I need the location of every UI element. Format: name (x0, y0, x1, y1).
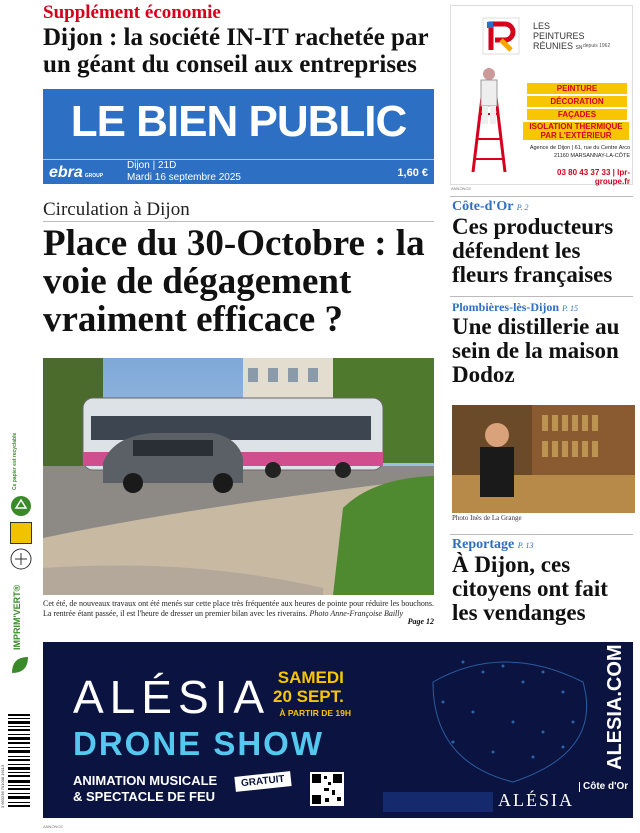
caption-text: Cet été, de nouveaux travaux ont été menés sur cette place très fréquentée aux heures de pointe pour réduire les bouchons. La rentrée étant passée, il est l'heure de dresser un premier bilan avec les riverains. (43, 599, 434, 618)
supplement-kicker[interactable]: Supplément économie (43, 2, 221, 23)
paper-label-icon (10, 522, 32, 544)
lpr-logo-icon (481, 16, 521, 56)
right-story-2[interactable] (452, 300, 635, 387)
right-story-3[interactable] (452, 537, 635, 625)
right-story-1-kicker (452, 199, 635, 215)
ad2-drone-show: DRONE SHOW (73, 725, 324, 762)
service-tag-peinture: PEINTURE (527, 83, 627, 94)
ad1-address-line1: Agence de Dijon | 61, rue du Centre Arco (529, 145, 630, 151)
main-divider (43, 221, 434, 222)
right-story-1[interactable] (452, 199, 635, 287)
ad2-url[interactable]: ALESIA.COM (604, 644, 626, 770)
ad1-address-line2: 21160 MARSANNAY-LA-CÔTE (553, 153, 630, 159)
ad-peintures-reunies[interactable] (450, 5, 633, 185)
ad2-alesia-title: ALÉSIA (73, 671, 271, 723)
right-story-3-kicker-text: Reportage (452, 537, 515, 552)
ad1-brand-sn: SN (575, 45, 583, 51)
ad2-free-badge: GRATUIT (234, 771, 291, 792)
masthead (43, 89, 434, 184)
ad1-address (525, 144, 630, 160)
ad2-label: ANNONCE (43, 824, 64, 829)
ad1-brand-line3 (533, 41, 585, 53)
right-story-3-page: P. 13 (517, 541, 534, 550)
main-photo[interactable] (43, 358, 434, 595)
service-tag-isolation (523, 122, 629, 140)
ad2-program-line1: ANIMATION MUSICALE (73, 773, 218, 788)
photo-credit: Photo Anne-Françoise Bailly (309, 609, 404, 618)
ad1-phone[interactable]: 03 80 43 37 33 | lpr-groupe.fr (557, 168, 630, 186)
ad1-brand-name: RÉUNIES (533, 41, 574, 51)
ebra-logo-text: ebra (49, 164, 83, 181)
right-story-1-kicker-text: Côte-d'Or (452, 199, 514, 214)
ebra-logo (49, 164, 103, 182)
imprim-vert-label: IMPRIM'VERT® (12, 584, 22, 650)
masthead-title[interactable]: LE BIEN PUBLIC (70, 97, 407, 146)
right-story-2-kicker (452, 300, 635, 315)
barcode-icon (6, 712, 32, 812)
service-tag-decoration: DÉCORATION (527, 96, 627, 107)
recycle-icon (10, 495, 32, 517)
right-story-1-page: P. 2 (516, 203, 529, 212)
barcode-number: 3 663236 701008 19113 (0, 764, 5, 808)
right-story-3-kicker (452, 537, 635, 553)
main-headline[interactable]: Place du 30-Octobre : la voie de dégagement vraiment efficace ? (43, 223, 425, 340)
right-divider-1 (450, 196, 633, 197)
price: 1,60 € (397, 167, 428, 179)
right-divider-2 (450, 296, 633, 297)
right-story-2-page: P. 15 (562, 304, 578, 313)
ad-alesia-drone-show[interactable] (43, 642, 633, 818)
distillery-image (452, 405, 635, 513)
main-page-ref[interactable]: Page 12 (407, 617, 434, 626)
qr-code-icon[interactable] (310, 772, 344, 806)
right-story-2-kicker-text: Plombières-lès-Dijon (452, 300, 560, 314)
ad2-alesia-logo: ALÉSIA (498, 790, 574, 810)
service-tag-isolation-line1: ISOLATION THERMIQUE (529, 122, 623, 131)
bus-roundabout-image (43, 358, 434, 595)
ad1-since: depuis 1962 (583, 43, 611, 49)
ad1-brand-line2: PEINTURES (533, 31, 585, 41)
ad2-program-line2: & SPECTACLE DE FEU (73, 789, 216, 804)
triman-icon (10, 548, 32, 570)
ad2-time: À PARTIR DE 19H (279, 708, 351, 718)
service-tag-isolation-line2: PAR L'EXTÉRIEUR (540, 131, 612, 140)
right-story-2-headline: Une distillerie au sein de la maison Dodoz (452, 314, 620, 387)
main-photo-caption (43, 599, 434, 619)
distillery-photo-credit: Photo Inès de La Grange (452, 514, 522, 522)
imprim-vert-leaf-icon (8, 653, 32, 677)
right-divider-3 (450, 534, 633, 535)
recycle-notice: Ce papier est recyclable (12, 432, 18, 490)
ad1-brand-line1: LES (533, 21, 551, 31)
edition-label: Dijon | 21D (127, 160, 177, 171)
right-story-3-headline: À Dijon, ces citoyens ont fait les vendanges (452, 552, 608, 625)
cote-dor-logo: Côte d'Or (579, 782, 628, 792)
teaser-headline[interactable]: Dijon : la société IN-IT rachetée par un géant du conseil aux entreprises (43, 24, 429, 78)
ad2-day: SAMEDI (277, 668, 344, 687)
ad1-brand (533, 21, 585, 53)
painter-ladder-icon (465, 64, 515, 174)
service-tag-facades: FAÇADES (527, 109, 627, 120)
distillery-photo[interactable] (452, 405, 635, 513)
right-story-1-headline: Ces producteurs défendent les fleurs françaises (452, 214, 614, 287)
ad2-date-value: 20 SEPT. (273, 687, 344, 706)
main-kicker[interactable]: Circulation à Dijon (43, 199, 190, 220)
edition-info (127, 160, 241, 184)
edition-date: Mardi 16 septembre 2025 (127, 172, 241, 183)
ad2-date (273, 668, 344, 706)
ad1-label: ANNONCE (451, 186, 472, 191)
ad2-program (73, 773, 217, 805)
ebra-group-label: GROUP (84, 173, 104, 179)
